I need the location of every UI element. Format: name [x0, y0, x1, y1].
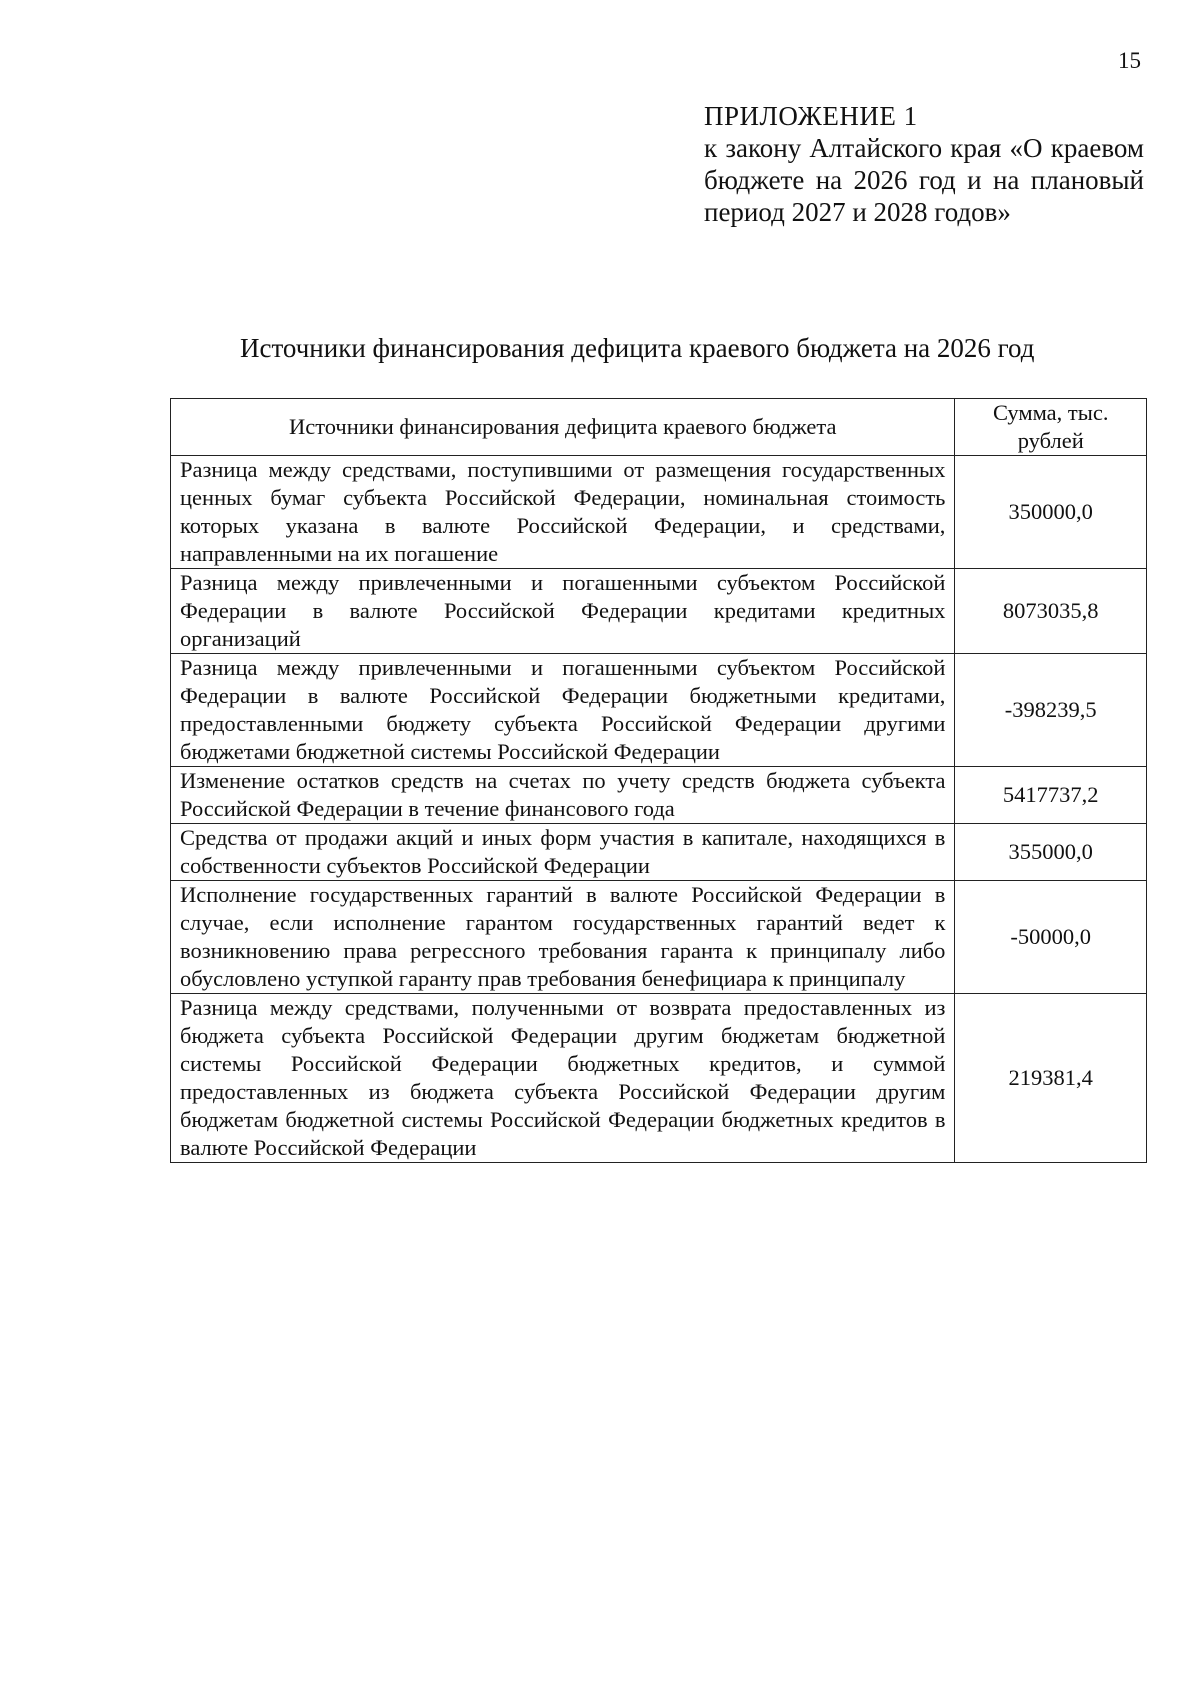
source-name-cell: Исполнение государственных гарантий в валюте Российской Федерации в случае, если исполнение гарантом государственных гарантий ведет к возникновению права регрессного требования гаранта к принципалу либо обусловлено уступкой гаранту прав требования бенефициара к принципалу	[171, 881, 955, 994]
appendix-title: ПРИЛОЖЕНИЕ 1	[704, 101, 918, 131]
table-row	[171, 881, 1147, 994]
financing-sources-table	[170, 398, 1147, 1163]
table-row	[171, 824, 1147, 881]
amount-cell: 219381,4	[955, 994, 1147, 1163]
table-row	[171, 767, 1147, 824]
amount-cell: 5417737,2	[955, 767, 1147, 824]
page-number: 15	[1118, 48, 1141, 73]
amount-cell: 8073035,8	[955, 569, 1147, 654]
source-name-cell: Разница между привлеченными и погашенными субъектом Российской Федерации в валюте Российской Федерации бюджетными кредитами, предоставленными бюджету субъекта Российской Федерации другими бюджетами бюджетной системы Российской Федерации	[171, 654, 955, 767]
source-name-cell: Разница между привлеченными и погашенными субъектом Российской Федерации в валюте Российской Федерации кредитами кредитных организаций	[171, 569, 955, 654]
amount-cell: -50000,0	[955, 881, 1147, 994]
source-name-cell: Разница между средствами, поступившими от размещения государственных ценных бумаг субъекта Российской Федерации, номинальная стоимость которых указана в валюте Российской Федерации, и средствами, направленными на их погашение	[171, 456, 955, 569]
document-title: Источники финансирования дефицита краевого бюджета на 2026 год	[240, 333, 1035, 363]
header-source-name: Источники финансирования дефицита краевого бюджета	[171, 399, 955, 456]
amount-cell: -398239,5	[955, 654, 1147, 767]
source-name-cell: Средства от продажи акций и иных форм участия в капитале, находящихся в собственности субъектов Российской Федерации	[171, 824, 955, 881]
appendix-text: к закону Алтайского края «О краевом бюджете на 2026 год и на плановый период 2027 и 2028 годов»	[704, 133, 1144, 227]
header-amount: Сумма, тыс. рублей	[955, 399, 1147, 456]
table-row	[171, 569, 1147, 654]
amount-cell: 350000,0	[955, 456, 1147, 569]
table-row	[171, 654, 1147, 767]
appendix-block	[704, 100, 1144, 228]
source-name-cell: Изменение остатков средств на счетах по учету средств бюджета субъекта Российской Федерации в течение финансового года	[171, 767, 955, 824]
table-header-row	[171, 399, 1147, 456]
table-row	[171, 994, 1147, 1163]
source-name-cell: Разница между средствами, полученными от возврата предоставленных из бюджета субъекта Российской Федерации другим бюджетам бюджетной системы Российской Федерации бюджетных кредитов, и суммой предоставленных из бюджета субъекта Российской Федерации другим бюджетам бюджетной системы Российской Федерации бюджетных кредитов в валюте Российской Федерации	[171, 994, 955, 1163]
table-row	[171, 456, 1147, 569]
amount-cell: 355000,0	[955, 824, 1147, 881]
